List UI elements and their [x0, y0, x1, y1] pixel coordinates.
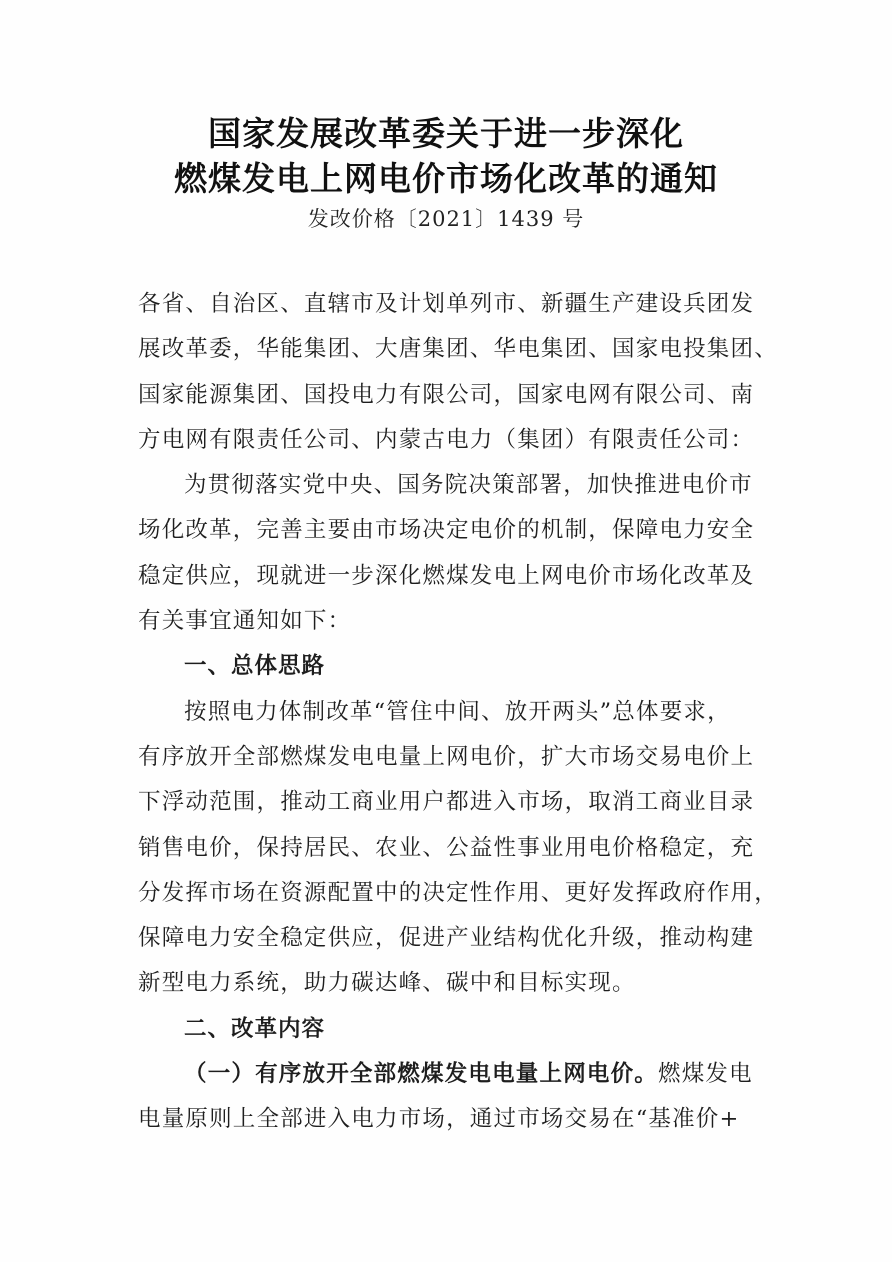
section1-line: 按照电力体制改革“管住中间、放开两头”总体要求， — [184, 698, 731, 725]
item1-tail: 燃煤发电 — [658, 1061, 753, 1088]
recipients-line: 国家能源集团、国投电力有限公司，国家电网有限公司、南 — [138, 381, 755, 408]
section1-line: 新型电力系统，助力碳达峰、碳中和目标实现。 — [138, 970, 636, 997]
section1-paragraph — [138, 690, 778, 1007]
section1-line: 保障电力安全稳定供应，促进产业结构优化升级，推动构建 — [138, 925, 755, 952]
section-heading-overall-approach: 一、总体思路 — [184, 653, 326, 680]
intro-line: 为贯彻落实党中央、国务院决策部署，加快推进电价市 — [184, 472, 753, 499]
section1-line: 销售电价，保持居民、农业、公益性事业用电价格稳定，充 — [138, 834, 755, 861]
document-title-line-1: 国家发展改革委关于进一步深化 — [208, 114, 684, 153]
intro-line: 场化改革，完善主要由市场决定电价的机制，保障电力安全 — [138, 517, 755, 544]
item1-lead: （一）有序放开全部燃煤发电电量上网电价。 — [184, 1061, 659, 1088]
recipients-paragraph — [138, 282, 778, 463]
section1-line: 有序放开全部燃煤发电电量上网电价，扩大市场交易电价上 — [138, 743, 755, 770]
recipients-line: 方电网有限责任公司、内蒙古电力（集团）有限责任公司： — [138, 426, 755, 453]
section2-item1-paragraph — [138, 1052, 778, 1143]
section1-line: 下浮动范围，推动工商业用户都进入市场，取消工商业目录 — [138, 789, 755, 816]
document-body — [138, 282, 778, 1143]
section1-line: 分发挥市场在资源配置中的决定性作用、更好发挥政府作用， — [138, 879, 778, 906]
section2-item1-line: 电量原则上全部进入电力市场，通过市场交易在“基准价+ — [138, 1106, 740, 1133]
recipients-line: 展改革委，华能集团、大唐集团、华电集团、国家电投集团、 — [138, 336, 778, 363]
recipients-line: 各省、自治区、直辖市及计划单列市、新疆生产建设兵团发 — [138, 291, 755, 317]
intro-line: 有关事宜通知如下： — [138, 608, 352, 635]
document-number: 发改价格〔2021〕1439 号 — [307, 207, 585, 231]
intro-line: 稳定供应，现就进一步深化燃煤发电上网电价市场化改革及 — [138, 562, 755, 589]
document-title-line-2: 燃煤发电上网电价市场化改革的通知 — [174, 159, 718, 198]
section-heading-reform-content: 二、改革内容 — [184, 1015, 326, 1042]
intro-paragraph — [138, 463, 778, 644]
section2-item1-line — [138, 1052, 778, 1097]
